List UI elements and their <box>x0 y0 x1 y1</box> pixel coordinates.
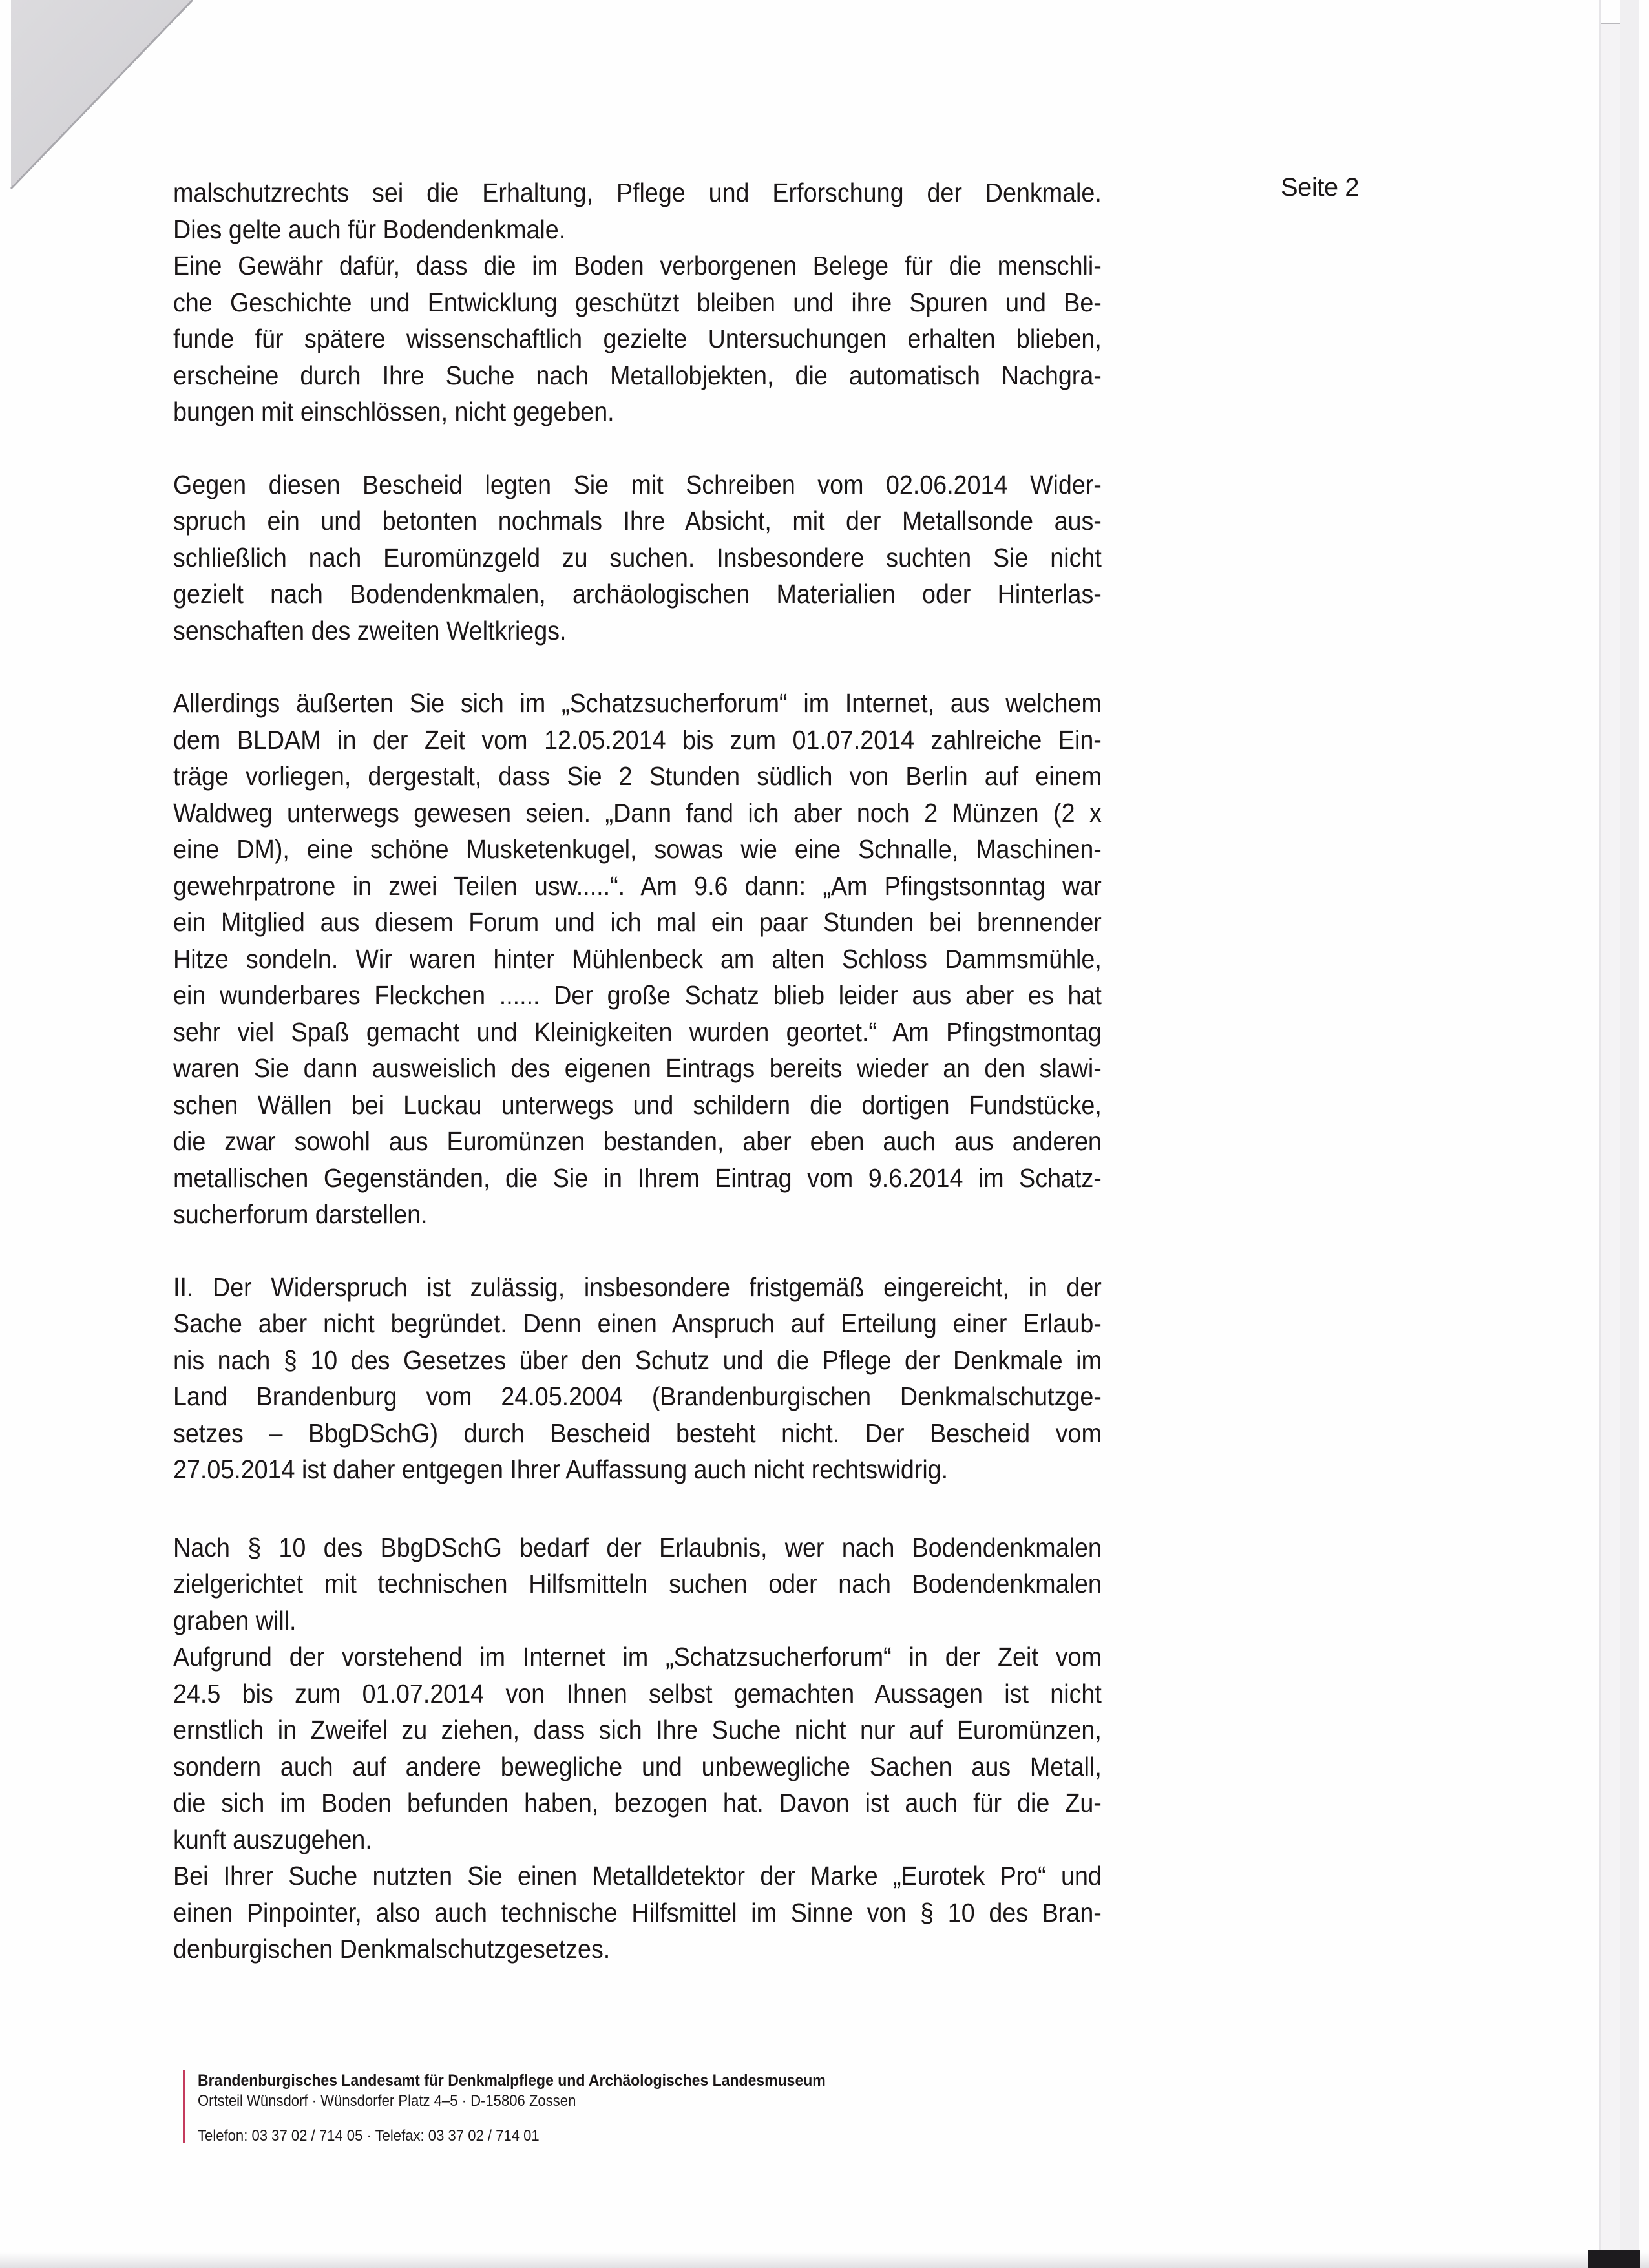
text-line: spruch ein und betonten nochmals Ihre Absicht, mit der Metallsonde aus- <box>173 506 1102 536</box>
text-line: 24.5 bis zum 01.07.2014 von Ihnen selbst gemachten Aussagen ist nicht <box>173 1678 1102 1708</box>
paragraph <box>173 467 1102 649</box>
text-line: Sache aber nicht begründet. Denn einen Anspruch auf Erteilung einer Erlaub- <box>173 1308 1102 1338</box>
text-line: träge vorliegen, dergestalt, dass Sie 2 Stunden südlich von Berlin auf einem <box>173 761 1102 791</box>
text-line: II. Der Widerspruch ist zulässig, insbesondere fristgemäß eingereicht, in der <box>173 1272 1102 1302</box>
text-line: erscheine durch Ihre Suche nach Metallobjekten, die automatisch Nachgra- <box>173 360 1102 390</box>
text-line: nis nach § 10 des Gesetzes über den Schutz und die Pflege der Denkmale im <box>173 1345 1102 1375</box>
text-line: schließlich nach Euromünzgeld zu suchen. Insbesondere suchten Sie nicht <box>173 542 1102 572</box>
text-line: senschaften des zweiten Weltkriegs. <box>173 615 567 646</box>
folded-corner <box>0 0 194 194</box>
text-line: ein Mitglied aus diesem Forum und ich mal ein paar Stunden bei brennender <box>173 907 1102 937</box>
text-line: waren Sie dann ausweislich des eigenen Eintrags bereits wieder an den slawi- <box>173 1053 1102 1083</box>
text-line: Waldweg unterwegs gewesen seien. „Dann fand ich aber noch 2 Münzen (2 x <box>173 797 1102 828</box>
text-line: Gegen diesen Bescheid legten Sie mit Schreiben vom 02.06.2014 Wider- <box>173 469 1102 499</box>
footer-address: Ortsteil Wünsdorf · Wünsdorfer Platz 4–5 · D-15806 Zossen <box>198 2092 576 2110</box>
scan-edge <box>1620 0 1639 2255</box>
text-line: kunft auszugehen. <box>173 1824 372 1854</box>
text-line: schen Wällen bei Luckau unterwegs und schildern die dortigen Fundstücke, <box>173 1089 1102 1120</box>
text-line: sehr viel Spaß gemacht und Kleinigkeiten wurden geortet.“ Am Pfingstmontag <box>173 1016 1102 1047</box>
text-line: Aufgrund der vorstehend im Internet im „Schatzsucherforum“ in der Zeit vom <box>173 1642 1102 1672</box>
paragraph <box>173 685 1102 1233</box>
text-line: sondern auch auf andere bewegliche und unbewegliche Sachen aus Metall, <box>173 1751 1102 1781</box>
text-line: zielgerichtet mit technischen Hilfsmitteln suchen oder nach Bodendenkmalen <box>173 1569 1102 1599</box>
paragraph <box>173 1269 1102 1488</box>
paragraph <box>173 1529 1102 1968</box>
text-line: 27.05.2014 ist daher entgegen Ihrer Auffassung auch nicht rechtswidrig. <box>173 1454 949 1484</box>
text-line: Allerdings äußerten Sie sich im „Schatzsucherforum“ im Internet, aus welchem <box>173 688 1102 718</box>
text-line: sucherforum darstellen. <box>173 1199 428 1229</box>
text-line: setzes – BbgDSchG) durch Bescheid besteht nicht. Der Bescheid vom <box>173 1418 1102 1448</box>
scan-edge <box>1601 23 1620 2256</box>
text-line: gewehrpatrone in zwei Teilen usw.....“. Am 9.6 dann: „Am Pfingstsonntag war <box>173 870 1102 901</box>
text-line: die zwar sowohl aus Euromünzen bestanden, aber eben auch aus anderen <box>173 1126 1102 1156</box>
text-line: malschutzrechts sei die Erhaltung, Pflege und Erforschung der Denkmale. <box>173 178 1102 207</box>
scan-edge-corner <box>1588 2250 1640 2268</box>
text-line: dem BLDAM in der Zeit vom 12.05.2014 bis zum 01.07.2014 zahlreiche Ein- <box>173 724 1102 755</box>
text-line: denburgischen Denkmalschutzgesetzes. <box>173 1934 611 1964</box>
letterhead-footer <box>183 2070 880 2143</box>
text-line: funde für spätere wissenschaftlich gezielte Untersuchungen erhalten blieben, <box>173 324 1102 353</box>
text-line: graben will. <box>173 1605 297 1635</box>
text-line: Eine Gewähr dafür, dass die im Boden verborgenen Belege für die menschli- <box>173 251 1102 280</box>
footer-contact: Telefon: 03 37 02 / 714 05 · Telefax: 03 37 02 / 714 01 <box>198 2127 540 2145</box>
text-line: eine DM), eine schöne Musketenkugel, sowas wie eine Schnalle, Maschinen- <box>173 834 1102 864</box>
text-line: ein wunderbares Fleckchen ...... Der große Schatz blieb leider aus aber es hat <box>173 980 1102 1010</box>
text-line: ernstlich in Zweifel zu ziehen, dass sich Ihre Suche nicht nur auf Euromünzen, <box>173 1715 1102 1745</box>
text-line: Nach § 10 des BbgDSchG bedarf der Erlaubnis, wer nach Bodendenkmalen <box>173 1532 1102 1562</box>
text-line: che Geschichte und Entwicklung geschützt bleiben und ihre Spuren und Be- <box>173 287 1102 317</box>
text-line: Bei Ihrer Suche nutzten Sie einen Metalldetektor der Marke „Eurotek Pro“ und <box>173 1861 1102 1891</box>
text-line: Land Brandenburg vom 24.05.2004 (Brandenburgischen Denkmalschutzge- <box>173 1381 1102 1411</box>
text-line: metallischen Gegenständen, die Sie in Ihrem Eintrag vom 9.6.2014 im Schatz- <box>173 1162 1102 1193</box>
page-number: Seite 2 <box>1281 173 1360 202</box>
scan-edge-bottom <box>0 2252 1649 2268</box>
text-line: die sich im Boden befunden haben, bezogen hat. Davon ist auch für die Zu- <box>173 1788 1102 1818</box>
text-line: bungen mit einschlössen, nicht gegeben. <box>173 397 614 426</box>
text-line: einen Pinpointer, also auch technische Hilfsmittel im Sinne von § 10 des Bran- <box>173 1897 1102 1927</box>
footer-organization: Brandenburgisches Landesamt für Denkmalpflege und Archäologisches Landesmuseum <box>198 2072 826 2090</box>
text-line: Hitze sondeln. Wir waren hinter Mühlenbeck am alten Schloss Dammsmühle, <box>173 943 1102 974</box>
text-line: Dies gelte auch für Bodendenkmale. <box>173 214 566 244</box>
paragraph <box>173 174 1102 430</box>
letter-body <box>173 174 1102 1968</box>
text-line: gezielt nach Bodendenkmalen, archäologischen Materialien oder Hinterlas- <box>173 579 1102 609</box>
